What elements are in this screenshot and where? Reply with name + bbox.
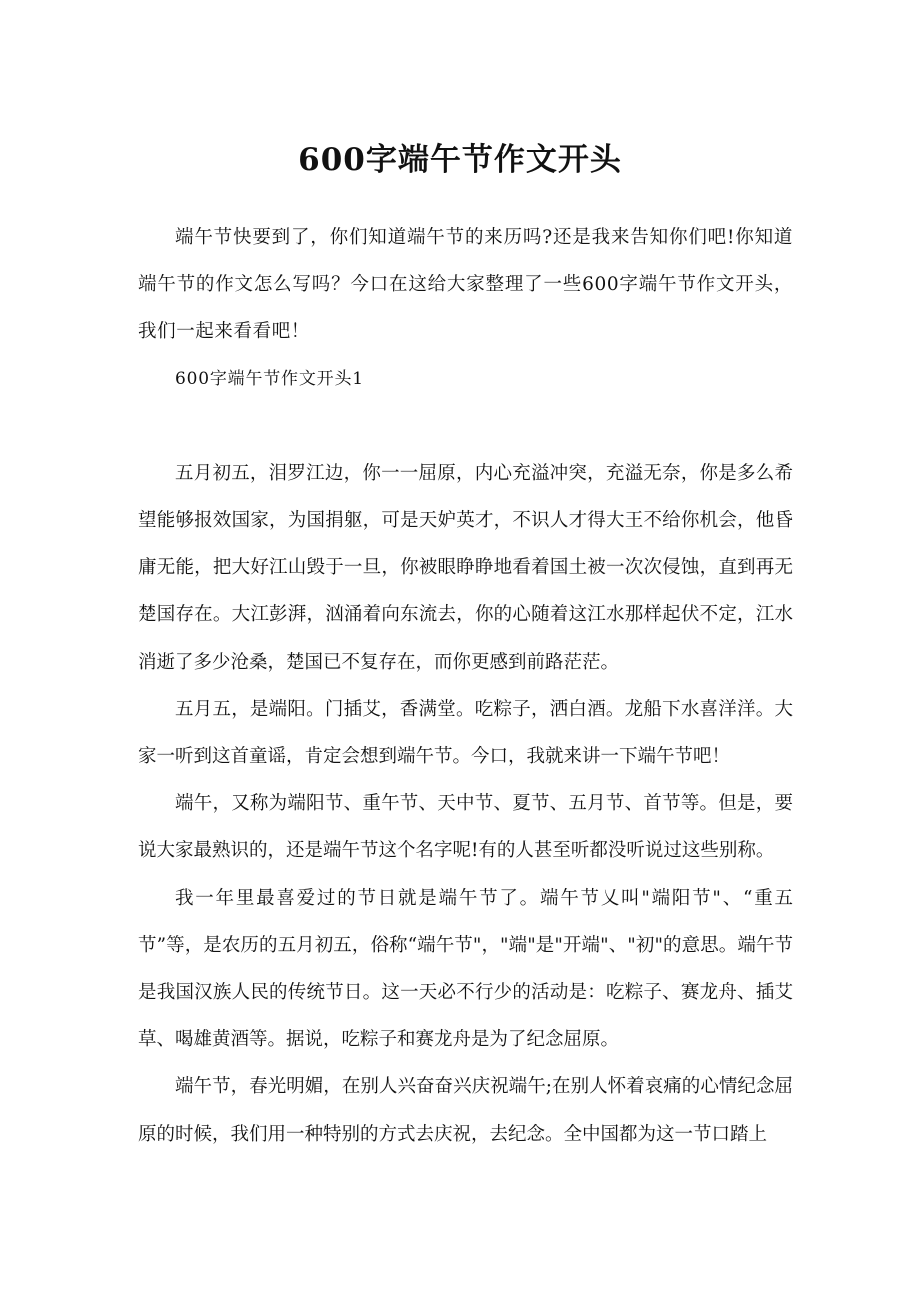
intro-paragraph: 端午节快要到了，你们知道端午节的来历吗?还是我来告知你们吧!你知道端午节的作文怎么写吗？今口在这给大家整理了一些600字端午节作文开头，我们一起来看看吧！ xyxy=(138,227,793,343)
document-title: 600字端午节作文开头 xyxy=(298,142,622,178)
paragraph: 端午节，春光明媚，在别人兴奋奋兴庆祝端午;在别人怀着哀痛的心情纪念屈原的时候，我们用一种特别的方式去庆祝，去纪念。全中国都为这一节口踏上 xyxy=(138,1076,793,1145)
document-body xyxy=(138,214,793,1158)
section-heading: 600字端午节作文开头1 xyxy=(175,368,364,389)
paragraph: 我一年里最喜爱过的节日就是端午节了。端午节乂叫"端阳节"、“重五节”等，是农历的五月初五，俗称“端午节"，"端"是"开端"、"初"的意思。端午节是我国汉族人民的传统节日。这一天必不行少的活动是：吃粽子、赛龙舟、插艾草、喝雄黄酒等。据说，吃粽子和赛龙舟是为了纪念屈原。 xyxy=(138,887,793,1051)
paragraph: 五月初五，泪罗江边，你一一屈原，内心充溢冲突，充溢无奈，你是多么希望能够报效国家，为国捐躯，可是天妒英才，不识人才得大王不给你机会，他昏庸无能，把大好江山毁于一旦，你被眼睁睁地看着国土被一次次侵蚀，直到再无楚国存在。大江彭湃，汹涌着向东流去，你的心随着这江水那样起伏不定，江水消逝了多少沧桑，楚国已不复存在，而你更感到前路茫茫。 xyxy=(138,462,793,673)
paragraph: 五月五，是端阳。门插艾，香满堂。吃粽子，洒白酒。龙船下水喜洋洋。大家一听到这首童谣，肯定会想到端午节。今口，我就来讲一下端午节吧！ xyxy=(138,698,793,768)
paragraph: 端午，又称为端阳节、重午节、天中节、夏节、五月节、首节等。但是，要说大家最熟识的，还是端午节这个名字呢!有的人甚至听都没听说过这些别称。 xyxy=(138,793,793,862)
